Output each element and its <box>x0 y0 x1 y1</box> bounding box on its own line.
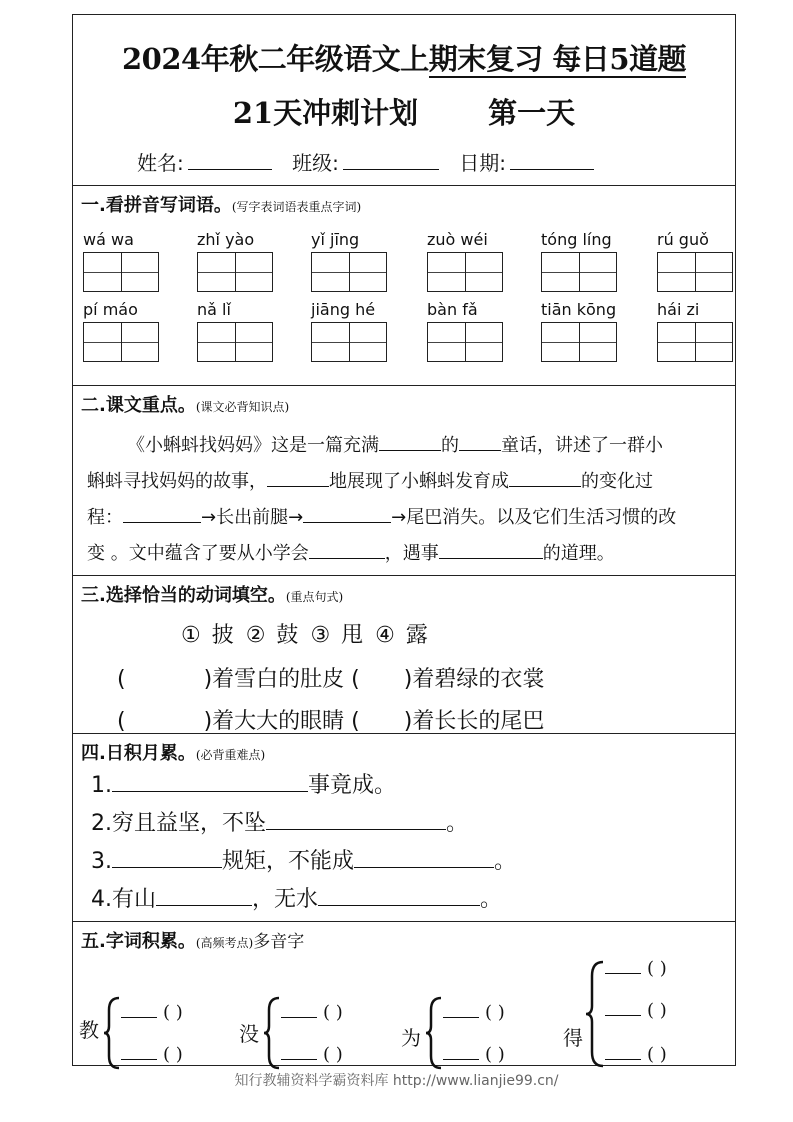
blank[interactable] <box>354 845 494 868</box>
pinyin-item: wá wa <box>83 230 161 292</box>
pinyin-blank[interactable]: ( ) <box>121 1002 183 1023</box>
blank[interactable] <box>379 432 441 451</box>
brace-icon <box>103 996 121 1070</box>
section-2-title: 二.课文重点。(课文必背知识点) <box>81 395 290 416</box>
footer-watermark: 知行教辅资料学霸资料库 http://www.lianjie99.cn/ <box>234 1073 559 1089</box>
blank[interactable] <box>439 540 543 559</box>
page-subtitle <box>73 91 735 132</box>
section-polyphones: 五.字词积累。(高频考点)多音字 教 ( ) ( ) 没 ( ) ( ) 为 ( ) ( ) 得 ( ) ( ) ( ) <box>73 921 735 1067</box>
blank[interactable] <box>509 468 581 487</box>
section-5-note: (高频考点) <box>195 936 254 950</box>
section-3-title: 三.选择恰当的动词填空。(重点句式) <box>81 585 344 606</box>
class-label: 班级: <box>292 151 339 175</box>
section-daily-accumulation <box>73 733 735 921</box>
sentence-row: 4.有山 ，无水 。 <box>91 882 502 913</box>
section-1-title: 一.看拼音写词语。(写字表词语表重点字词) <box>81 195 362 216</box>
blank[interactable] <box>459 432 501 451</box>
brace-icon <box>425 996 443 1070</box>
title-part-a: 2024年秋二年级语文上 <box>122 42 429 76</box>
name-field[interactable] <box>188 151 272 170</box>
text-paragraph: 《小蝌蚪找妈妈》这是一篇充满 的 童话，讲述了一群小 蝌蚪寻找妈妈的故事， 地展现了小蝌蚪发育成 的变化过 程： →长出前腿→ →尾巴消失。以及它们生活习惯的改 变 。文中蕴含了要从小学会 ，遇事 的道理。 <box>87 428 727 572</box>
section-pinyin <box>73 185 735 385</box>
pinyin-blank[interactable]: ( ) <box>281 1002 343 1023</box>
writing-boxes[interactable] <box>311 252 387 292</box>
writing-boxes[interactable] <box>541 322 617 362</box>
section-1-note: (写字表词语表重点字词) <box>231 200 362 214</box>
pinyin-item: tóng líng <box>541 230 619 292</box>
date-label: 日期: <box>459 151 506 175</box>
section-4-note: (必背重难点) <box>195 748 266 762</box>
blank[interactable] <box>267 468 329 487</box>
writing-boxes[interactable] <box>657 252 733 292</box>
brace-icon <box>585 960 605 1068</box>
section-5-title: 五.字词积累。(高频考点)多音字 <box>81 931 305 952</box>
brace-icon <box>263 996 281 1070</box>
sentence-row: 3. 规矩，不能成 。 <box>91 844 516 875</box>
pinyin-item: rú guǒ <box>657 230 735 292</box>
worksheet <box>72 14 736 1066</box>
writing-boxes[interactable] <box>197 322 273 362</box>
date-field[interactable] <box>510 151 594 170</box>
pinyin-blank[interactable]: ( ) <box>443 1044 505 1065</box>
pinyin-item: zuò wéi <box>427 230 505 292</box>
pinyin-item: zhǐ yào <box>197 230 275 292</box>
sentence-row: 2.穷且益坚，不坠 。 <box>91 806 468 837</box>
writing-boxes[interactable] <box>427 252 503 292</box>
fill-row[interactable]: ( )着雪白的肚皮 ( )着碧绿的衣裳 <box>117 667 545 692</box>
subtitle-day: 第一天 <box>488 96 576 130</box>
blank[interactable] <box>266 807 446 830</box>
class-field[interactable] <box>343 151 439 170</box>
blank[interactable] <box>303 504 391 523</box>
blank[interactable] <box>156 883 252 906</box>
pinyin-item: yǐ jīng <box>311 230 389 292</box>
writing-boxes[interactable] <box>541 252 617 292</box>
title-part-b: 期末复习 每日5道题 <box>428 42 686 76</box>
verb-options: ① 披 ② 鼓 ③ 甩 ④ 露 <box>181 623 430 648</box>
pinyin-item: nǎ lǐ <box>197 300 275 362</box>
blank[interactable] <box>112 769 308 792</box>
section-5-extra: 多音字 <box>253 932 305 952</box>
fill-row[interactable]: ( )着大大的眼睛 ( )着长长的尾巴 <box>117 709 545 734</box>
writing-boxes[interactable] <box>657 322 733 362</box>
writing-boxes[interactable] <box>197 252 273 292</box>
section-3-note: (重点句式) <box>285 590 344 604</box>
section-4-title: 四.日积月累。(必背重难点) <box>81 743 266 764</box>
pinyin-blank[interactable]: ( ) <box>121 1044 183 1065</box>
writing-boxes[interactable] <box>427 322 503 362</box>
writing-boxes[interactable] <box>83 322 159 362</box>
pinyin-item: hái zi <box>657 300 735 362</box>
blank[interactable] <box>309 540 385 559</box>
blank[interactable] <box>123 504 201 523</box>
pinyin-item: pí máo <box>83 300 161 362</box>
page-title <box>73 37 735 78</box>
section-2-note: (课文必背知识点) <box>195 400 290 414</box>
section-verbs <box>73 575 735 733</box>
section-text-focus <box>73 385 735 575</box>
pinyin-item: jiāng hé <box>311 300 389 362</box>
pinyin-blank[interactable]: ( ) <box>281 1044 343 1065</box>
pinyin-blank[interactable]: ( ) <box>605 1000 667 1021</box>
blank[interactable] <box>112 845 222 868</box>
name-label: 姓名: <box>137 151 184 175</box>
subtitle-plan: 21天冲刺计划 <box>232 96 419 130</box>
sentence-row: 1. 事竟成。 <box>91 768 396 799</box>
pinyin-item: bàn fǎ <box>427 300 505 362</box>
pinyin-blank[interactable]: ( ) <box>443 1002 505 1023</box>
pinyin-item: tiān kōng <box>541 300 619 362</box>
writing-boxes[interactable] <box>311 322 387 362</box>
blank[interactable] <box>318 883 480 906</box>
pinyin-blank[interactable]: ( ) <box>605 958 667 979</box>
pinyin-blank[interactable]: ( ) <box>605 1044 667 1065</box>
student-info <box>137 147 608 176</box>
writing-boxes[interactable] <box>83 252 159 292</box>
